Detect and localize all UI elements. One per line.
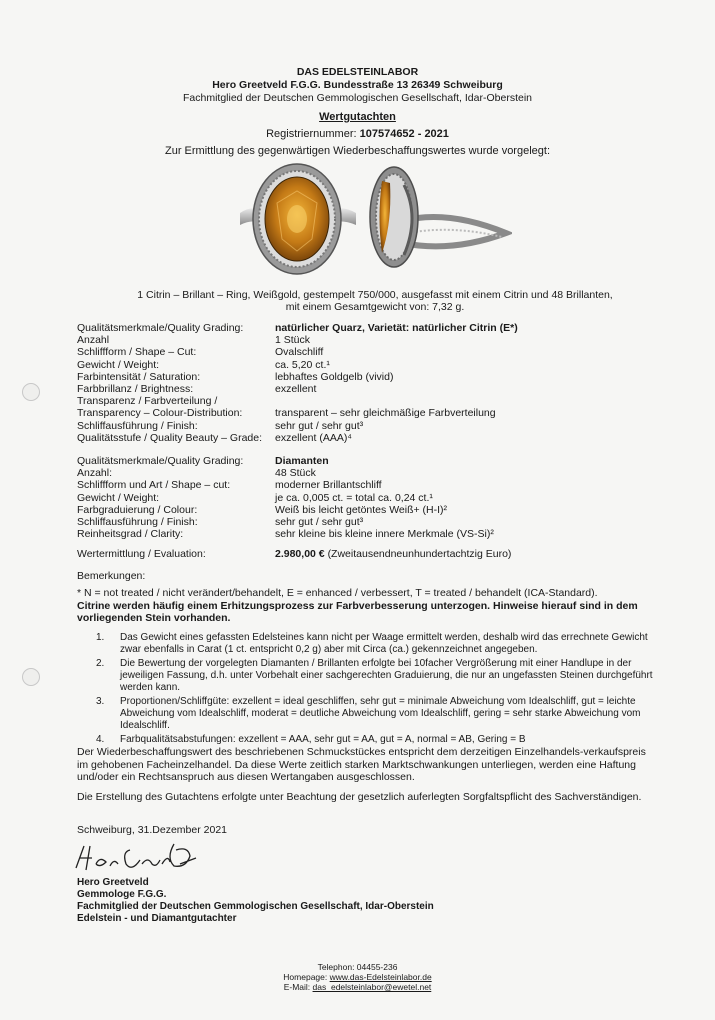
grading-label: Qualitätsstufe / Quality Beauty – Grade:	[77, 431, 263, 444]
grading-value: moderner Brillantschliff	[275, 479, 382, 492]
homepage-label: Homepage:	[283, 972, 328, 982]
grading-row	[77, 383, 518, 395]
email-label: E-Mail:	[283, 982, 311, 992]
citrine-treatment-note: Citrine werden häufig einem Erhitzungsprozess zur Farbverbesserung unterzogen. Hinweise hierauf sind in dem vorliegenden Stein vorhanden.	[77, 599, 638, 624]
homepage-link[interactable]: www.das-Edelsteinlabor.de	[329, 972, 432, 982]
grading-value: exzellent (AAA)⁴	[275, 431, 352, 444]
grading-value: sehr gut / sehr gut³	[275, 516, 364, 529]
grading-label: Transparency – Colour-Distribution:	[77, 407, 243, 420]
footnote-number: 2.	[96, 658, 105, 669]
lab-address: Hero Greetveld F.G.G. Bundesstraße 13 26349 Schweiburg	[212, 79, 503, 91]
grading-label: Reinheitsgrad / Clarity:	[77, 528, 184, 541]
grading-label: Gewicht / Weight:	[77, 491, 160, 504]
diamond-grading-table	[77, 455, 494, 540]
grading-row	[77, 455, 494, 467]
grading-label: Schliffform und Art / Shape – cut:	[77, 479, 231, 492]
grading-label: Qualitätsmerkmale/Quality Grading:	[77, 455, 244, 467]
grading-value: natürlicher Quarz, Varietät: natürlicher Citrin (E*)	[275, 322, 518, 334]
lab-membership: Fachmitglied der Deutschen Gemmologischen Gesellschaft, Idar-Oberstein	[183, 92, 532, 104]
grading-value: exzellent	[275, 383, 317, 396]
grading-label: Schliffausführung / Finish:	[77, 419, 198, 432]
grading-label: Qualitätsmerkmale/Quality Grading:	[77, 322, 244, 334]
grading-label: Anzahl	[77, 334, 110, 347]
footnote-text: Das Gewicht eines gefassten Edelsteines kann nicht per Waage ermittelt werden, deshalb wird das errechnete Gewicht zwar ebenfalls in Carat (1 ct. entspricht 0,2 g) aber mit Circa (ca.) gekennzeichnet angegeben.	[120, 632, 648, 655]
evaluation-amount: 2.980,00 €	[275, 548, 325, 560]
footnote-text: Farbqualitätsabstufungen: exzellent = AAA, sehr gut = AA, gut = A, normal = AB, Gering = B	[120, 734, 526, 745]
footnote-number: 3.	[96, 696, 105, 707]
grading-row	[77, 504, 494, 516]
grading-row	[77, 479, 494, 491]
grading-label: Schliffausführung / Finish:	[77, 516, 198, 529]
grading-value	[275, 395, 518, 407]
signatory-role: Edelstein - und Diamantgutachter	[77, 913, 237, 924]
signature-block	[77, 877, 434, 925]
footnote-item	[96, 696, 666, 732]
footer-phone: Telephon: 04455-236	[317, 962, 398, 972]
value-disclaimer: Der Wiederbeschaffungswert des beschriebenen Schmuckstückes entspricht dem derzeitigen Einzelhandels-verkaufspreis im gehobenen Facheinzelhandel. Da diese Werte zeitlich starken Marktschwankungen unterliegen, werden eine Haftung und/oder ein Rechtsanspruch aus diesen Wertangaben ausgeschlossen.	[77, 746, 646, 783]
footnote-text: Die Bewertung der vorgelegten Diamanten / Brillanten erfolgte bei 10facher Vergrößerung mit einer Handlupe in der jeweiligen Fassung, d.h. unter Vorbehalt einer sachgerechten Graduierung, die nur an ungefassten Steinen durchgeführt werden kann.	[120, 658, 653, 693]
grading-value: Diamanten	[275, 455, 329, 467]
evaluation-words: (Zweitausendneunhundertachtzig Euro)	[327, 548, 512, 560]
grading-row	[77, 395, 518, 407]
punch-hole	[22, 383, 40, 401]
email-link[interactable]: das_edelsteinlabor@ewetel.net	[312, 982, 432, 992]
evaluation-label: Wertermittlung / Evaluation:	[77, 548, 206, 560]
footer-contact	[0, 962, 715, 992]
grading-value: lebhaftes Goldgelb (vivid)	[275, 370, 394, 383]
footnote-text: Proportionen/Schliffgüte: exzellent = ideal geschliffen, sehr gut = minimale Abweichung vom Idealschliff, gut = leichte Abweichung vom Idealschliff, moderat = deutliche Abweichung vom Idealschliff, gering = sehr starke Abweichung vom Idealschliff.	[120, 696, 641, 731]
ring-side-view	[370, 167, 506, 267]
ring-front-view	[240, 164, 356, 274]
grading-label: Anzahl:	[77, 467, 113, 480]
grading-row	[77, 432, 518, 444]
grading-row	[77, 407, 518, 419]
grading-row	[77, 467, 494, 479]
signatory-membership: Fachmitglied der Deutschen Gemmologischen Gesellschaft, Idar-Oberstein	[77, 901, 434, 912]
grading-value: 48 Stück	[275, 467, 316, 480]
grading-row	[77, 528, 494, 540]
grading-label: Farbgraduierung / Colour:	[77, 503, 198, 516]
grading-row	[77, 346, 518, 358]
footnote-item	[96, 734, 666, 746]
registration-label: Registriernummer:	[266, 128, 357, 140]
registration-value: 107574652 - 2021	[359, 128, 449, 140]
evaluation-row	[77, 548, 511, 560]
grading-value: ca. 5,20 ct.¹	[275, 358, 330, 371]
grading-row	[77, 492, 494, 504]
footnote-item	[96, 658, 666, 694]
grading-label: Farbintensität / Saturation:	[77, 370, 201, 383]
remarks-legend-block	[77, 587, 657, 625]
footer-homepage	[0, 972, 715, 982]
signatory-title: Gemmologe F.G.G.	[77, 889, 167, 900]
treatment-legend: * N = not treated / nicht verändert/behandelt, E = enhanced / verbessert, T = treated / behandelt (ICA-Standard).	[77, 587, 598, 599]
letterhead	[0, 66, 715, 158]
citrine-grading-table	[77, 322, 518, 444]
grading-value: Weiß bis leicht getöntes Weiß+ (H-I)²	[275, 503, 448, 516]
grading-label: Transparenz / Farbverteilung /	[77, 395, 218, 408]
grading-value: transparent – sehr gleichmäßige Farbverteilung	[275, 407, 496, 420]
signatory-name: Hero Greetveld	[77, 877, 149, 888]
grading-label: Gewicht / Weight:	[77, 358, 160, 371]
place-date: Schweiburg, 31.Dezember 2021	[77, 824, 228, 836]
footnotes-list	[96, 632, 666, 748]
footnote-number: 4.	[96, 734, 105, 745]
handwritten-signature	[70, 838, 210, 878]
lab-name: DAS EDELSTEINLABOR	[296, 66, 419, 78]
grading-row	[77, 371, 518, 383]
registration-number	[0, 128, 715, 141]
grading-label: Schliffform / Shape – Cut:	[77, 346, 197, 359]
grading-value: je ca. 0,005 ct. = total ca. 0,24 ct.¹	[275, 491, 433, 504]
ring-photo	[232, 163, 512, 281]
footer-email	[0, 982, 715, 992]
item-description	[100, 289, 650, 313]
grading-row	[77, 334, 518, 346]
footnote-number: 1.	[96, 632, 105, 643]
care-statement: Die Erstellung des Gutachtens erfolgte unter Beachtung der gesetzlich auferlegten Sorgfaltspflicht des Sachverständigen.	[77, 791, 642, 803]
grading-row	[77, 516, 494, 528]
grading-row	[77, 322, 518, 334]
description-line-1: 1 Citrin – Brillant – Ring, Weißgold, gestempelt 750/000, ausgefasst mit einem Citrin und 48 Brillanten,	[137, 289, 613, 301]
description-line-2: mit einem Gesamtgewicht von: 7,32 g.	[285, 301, 465, 313]
punch-hole	[22, 668, 40, 686]
intro-text: Zur Ermittlung des gegenwärtigen Wiederbeschaffungswertes wurde vorgelegt:	[165, 145, 550, 157]
grading-row	[77, 359, 518, 371]
grading-label: Farbbrillanz / Brightness:	[77, 383, 194, 396]
grading-value: 1 Stück	[275, 334, 311, 347]
footnote-item	[96, 632, 666, 656]
grading-value: sehr kleine bis kleine innere Merkmale (VS-Si)²	[275, 528, 494, 541]
grading-value: sehr gut / sehr gut³	[275, 419, 364, 432]
grading-value: Ovalschliff	[275, 346, 324, 359]
document-title: Wertgutachten	[319, 111, 396, 123]
grading-row	[77, 420, 518, 432]
remarks-heading: Bemerkungen:	[77, 570, 146, 582]
